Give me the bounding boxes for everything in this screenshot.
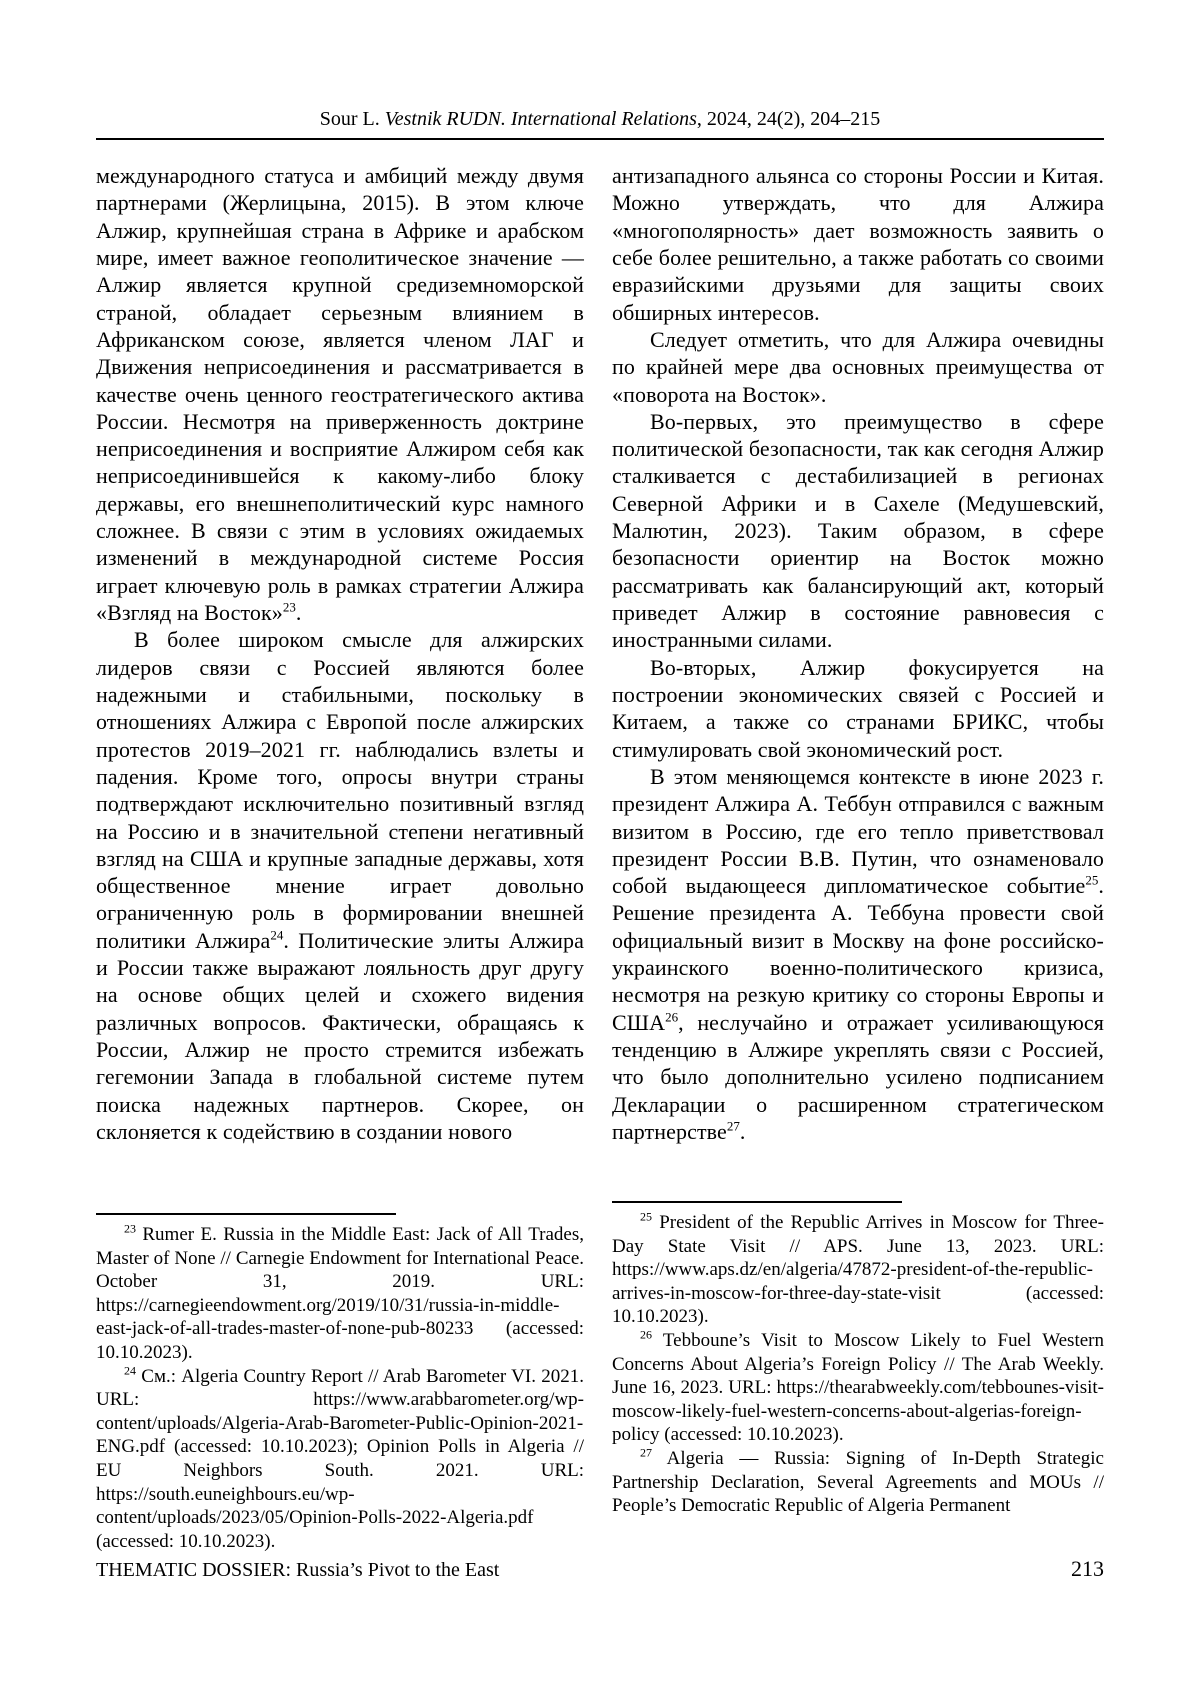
footnotes-right bbox=[612, 1201, 1104, 1518]
footnote-27 bbox=[612, 1447, 1104, 1518]
paragraph-text: . bbox=[295, 600, 302, 625]
footnote-marker-24: 24 bbox=[270, 927, 284, 943]
paragraph bbox=[612, 326, 1104, 408]
paragraph bbox=[96, 626, 584, 1145]
footnote-marker-26: 26 bbox=[665, 1009, 679, 1025]
header-rule bbox=[96, 138, 1104, 140]
header-journal-title: Vestnik RUDN. International Relations bbox=[384, 108, 697, 130]
paragraph bbox=[612, 408, 1104, 654]
footnote-text: См.: Algeria Country Report // Arab Barometer VI. 2021. URL: https://www.arabbarometer.org/wp-content/uploads/Algeria-Arab-Barometer-Public-Opinion-2021-ENG.pdf (accessed: 10.10.2023); Opinion Polls in Algeria // EU Neighbors South. 2021. URL: https://south.euneighbours.eu/wp-content/uploads/2023/05/Opinion-Polls-2022-Algeria.pdf (accessed: 10.10.2023). bbox=[96, 1365, 584, 1552]
footnote-number: 26 bbox=[640, 1327, 652, 1342]
footnote-number: 24 bbox=[124, 1363, 136, 1378]
footnote-25 bbox=[612, 1211, 1104, 1329]
footnote-separator bbox=[612, 1201, 902, 1203]
paragraph-text: . Решение президента А. Теббуна провести свой официальный визит в Москву на фоне российско-украинского военно-политического кризиса, несмотря на резкую критику со стороны Европы и США bbox=[612, 873, 1104, 1035]
footnote-24 bbox=[96, 1365, 584, 1554]
footnote-marker-25: 25 bbox=[1085, 872, 1099, 888]
paragraph-text: антизападного альянса со стороны России и Китая. Можно утверждать, что для Алжира «многополярность» дает возможность заявить о себе более решительно, а также работать со своими евразийскими друзьями для защиты своих обширных интересов. bbox=[612, 163, 1104, 325]
paragraph-text: Во-первых, это преимущество в сфере политической безопасности, так как сегодня Алжир сталкивается с дестабилизацией в регионах Северной Африки и в Сахеле (Медушевский, Малютин, 2023). Таким образом, в сфере безопасности ориентир на Восток можно рассматривать как балансирующий акт, который приведет Алжир в состояние равновесия с иностранными силами. bbox=[612, 408, 1104, 653]
footnote-text: Algeria — Russia: Signing of In-Depth Strategic Partnership Declaration, Several Agreements and MOUs // People’s Democratic Republic of Algeria Permanent bbox=[612, 1447, 1104, 1517]
header-issue-info: , 2024, 24(2), 204–215 bbox=[696, 108, 881, 130]
page-number: 213 bbox=[1071, 1556, 1104, 1581]
body-column-left bbox=[96, 162, 584, 1145]
footnote-number: 25 bbox=[640, 1209, 652, 1224]
running-header bbox=[96, 107, 1104, 131]
footnotes-left bbox=[96, 1213, 584, 1553]
paragraph-text: международного статуса и амбиций между двумя партнерами (Жерлицына, 2015). В этом ключе Алжир, крупнейшая страна в Африке и арабском мире, имеет важное геополитическое значение — Алжир является крупной средиземноморской страной, обладает серьезным влиянием в Африканском союзе, является членом ЛАГ и Движения неприсоединения и рассматривается в качестве очень ценного геостратегического актива России. Несмотря на приверженность доктрине неприсоединения и восприятие Алжиром себя как неприсоединившейся к какому-либо блоку державы, его внешнеполитический курс намного сложнее. В связи с этим в условиях ожидаемых изменений в международной системе Россия играет ключевую роль в рамках стратегии Алжира «Взгляд на Восток» bbox=[96, 163, 584, 625]
footnote-marker-27: 27 bbox=[726, 1118, 740, 1134]
page-footer bbox=[96, 1556, 1104, 1582]
footnote-26 bbox=[612, 1329, 1104, 1447]
paragraph-text: В этом меняющемся контексте в июне 2023 г. президент Алжира А. Теббун отправился с важным визитом в Россию, где его тепло приветствовал президент России В.В. Путин, что ознаменовало собой выдающееся дипломатическое событие bbox=[612, 763, 1104, 899]
paragraph-continuation bbox=[96, 162, 584, 626]
footnote-separator bbox=[96, 1213, 396, 1215]
footnote-number: 23 bbox=[124, 1221, 136, 1236]
footnote-marker-23: 23 bbox=[282, 599, 296, 615]
header-author: Sour L. bbox=[319, 108, 385, 130]
footnote-text: President of the Republic Arrives in Moscow for Three-Day State Visit // APS. June 13, 2023. URL: https://www.aps.dz/en/algeria/47872-president-of-the-republic-arrives-in-moscow-for-three-day-state-visit (accessed: 10.10.2023). bbox=[612, 1212, 1104, 1328]
paragraph bbox=[612, 654, 1104, 763]
paragraph-text: . bbox=[739, 1118, 746, 1144]
paragraph-text: . Политические элиты Алжира и России также выражают лояльность друг другу на основе общих целей и схожего видения различных вопросов. Фактически, обращаясь к России, Алжир не просто стремится избежать гегемонии Запада в глобальной системе путем поиска надежных партнеров. Скорее, он склоняется к содействию в создании нового bbox=[96, 927, 584, 1144]
thematic-dossier-label: THEMATIC DOSSIER: Russia’s Pivot to the East bbox=[96, 1559, 500, 1581]
paragraph-text: Следует отметить, что для Алжира очевидны по крайней мере два основных преимущества от «поворота на Восток». bbox=[612, 326, 1104, 407]
body-column-right bbox=[612, 162, 1104, 1145]
footnote-23 bbox=[96, 1223, 584, 1365]
paragraph-text: , неслучайно и отражает усиливающуюся тенденцию в Алжире укреплять связи с Россией, что было дополнительно усилено подписанием Декларации о расширенном стратегическом партнерстве bbox=[612, 1009, 1104, 1144]
footnote-number: 27 bbox=[640, 1445, 652, 1460]
paragraph-text: Во-вторых, Алжир фокусируется на построении экономических связей с Россией и Китаем, а также со странами БРИКС, чтобы стимулировать свой экономический рост. bbox=[612, 654, 1104, 762]
paragraph-text: В более широком смысле для алжирских лидеров связи с Россией являются более надежными и стабильными, поскольку в отношениях Алжира с Европой после алжирских протестов 2019–2021 гг. наблюдались взлеты и падения. Кроме того, опросы внутри страны подтверждают исключительно позитивный взгляд на Россию и в значительной степени негативный взгляд на США и крупные западные державы, хотя общественное мнение играет довольно ограниченную роль в формировании внешней политики Алжира bbox=[96, 627, 584, 953]
paragraph bbox=[612, 763, 1104, 1145]
footnote-text: Tebboune’s Visit to Moscow Likely to Fuel Western Concerns About Algeria’s Foreign Policy // The Arab Weekly. June 16, 2023. URL: https://thearabweekly.com/tebbounes-visit-moscow-likely-fuel-western-concerns-about-algerias-foreign-policy (accessed: 10.10.2023). bbox=[612, 1329, 1104, 1446]
footnote-text: Rumer E. Russia in the Middle East: Jack of All Trades, Master of None // Carnegie Endowment for International Peace. October 31, 2019. URL: https://carnegieendowment.org/2019/10/31/russia-in-middle-east-jack-of-all-trades-master-of-none-pub-80233 (accessed: 10.10.2023). bbox=[96, 1224, 584, 1363]
paragraph-continuation bbox=[612, 162, 1104, 326]
